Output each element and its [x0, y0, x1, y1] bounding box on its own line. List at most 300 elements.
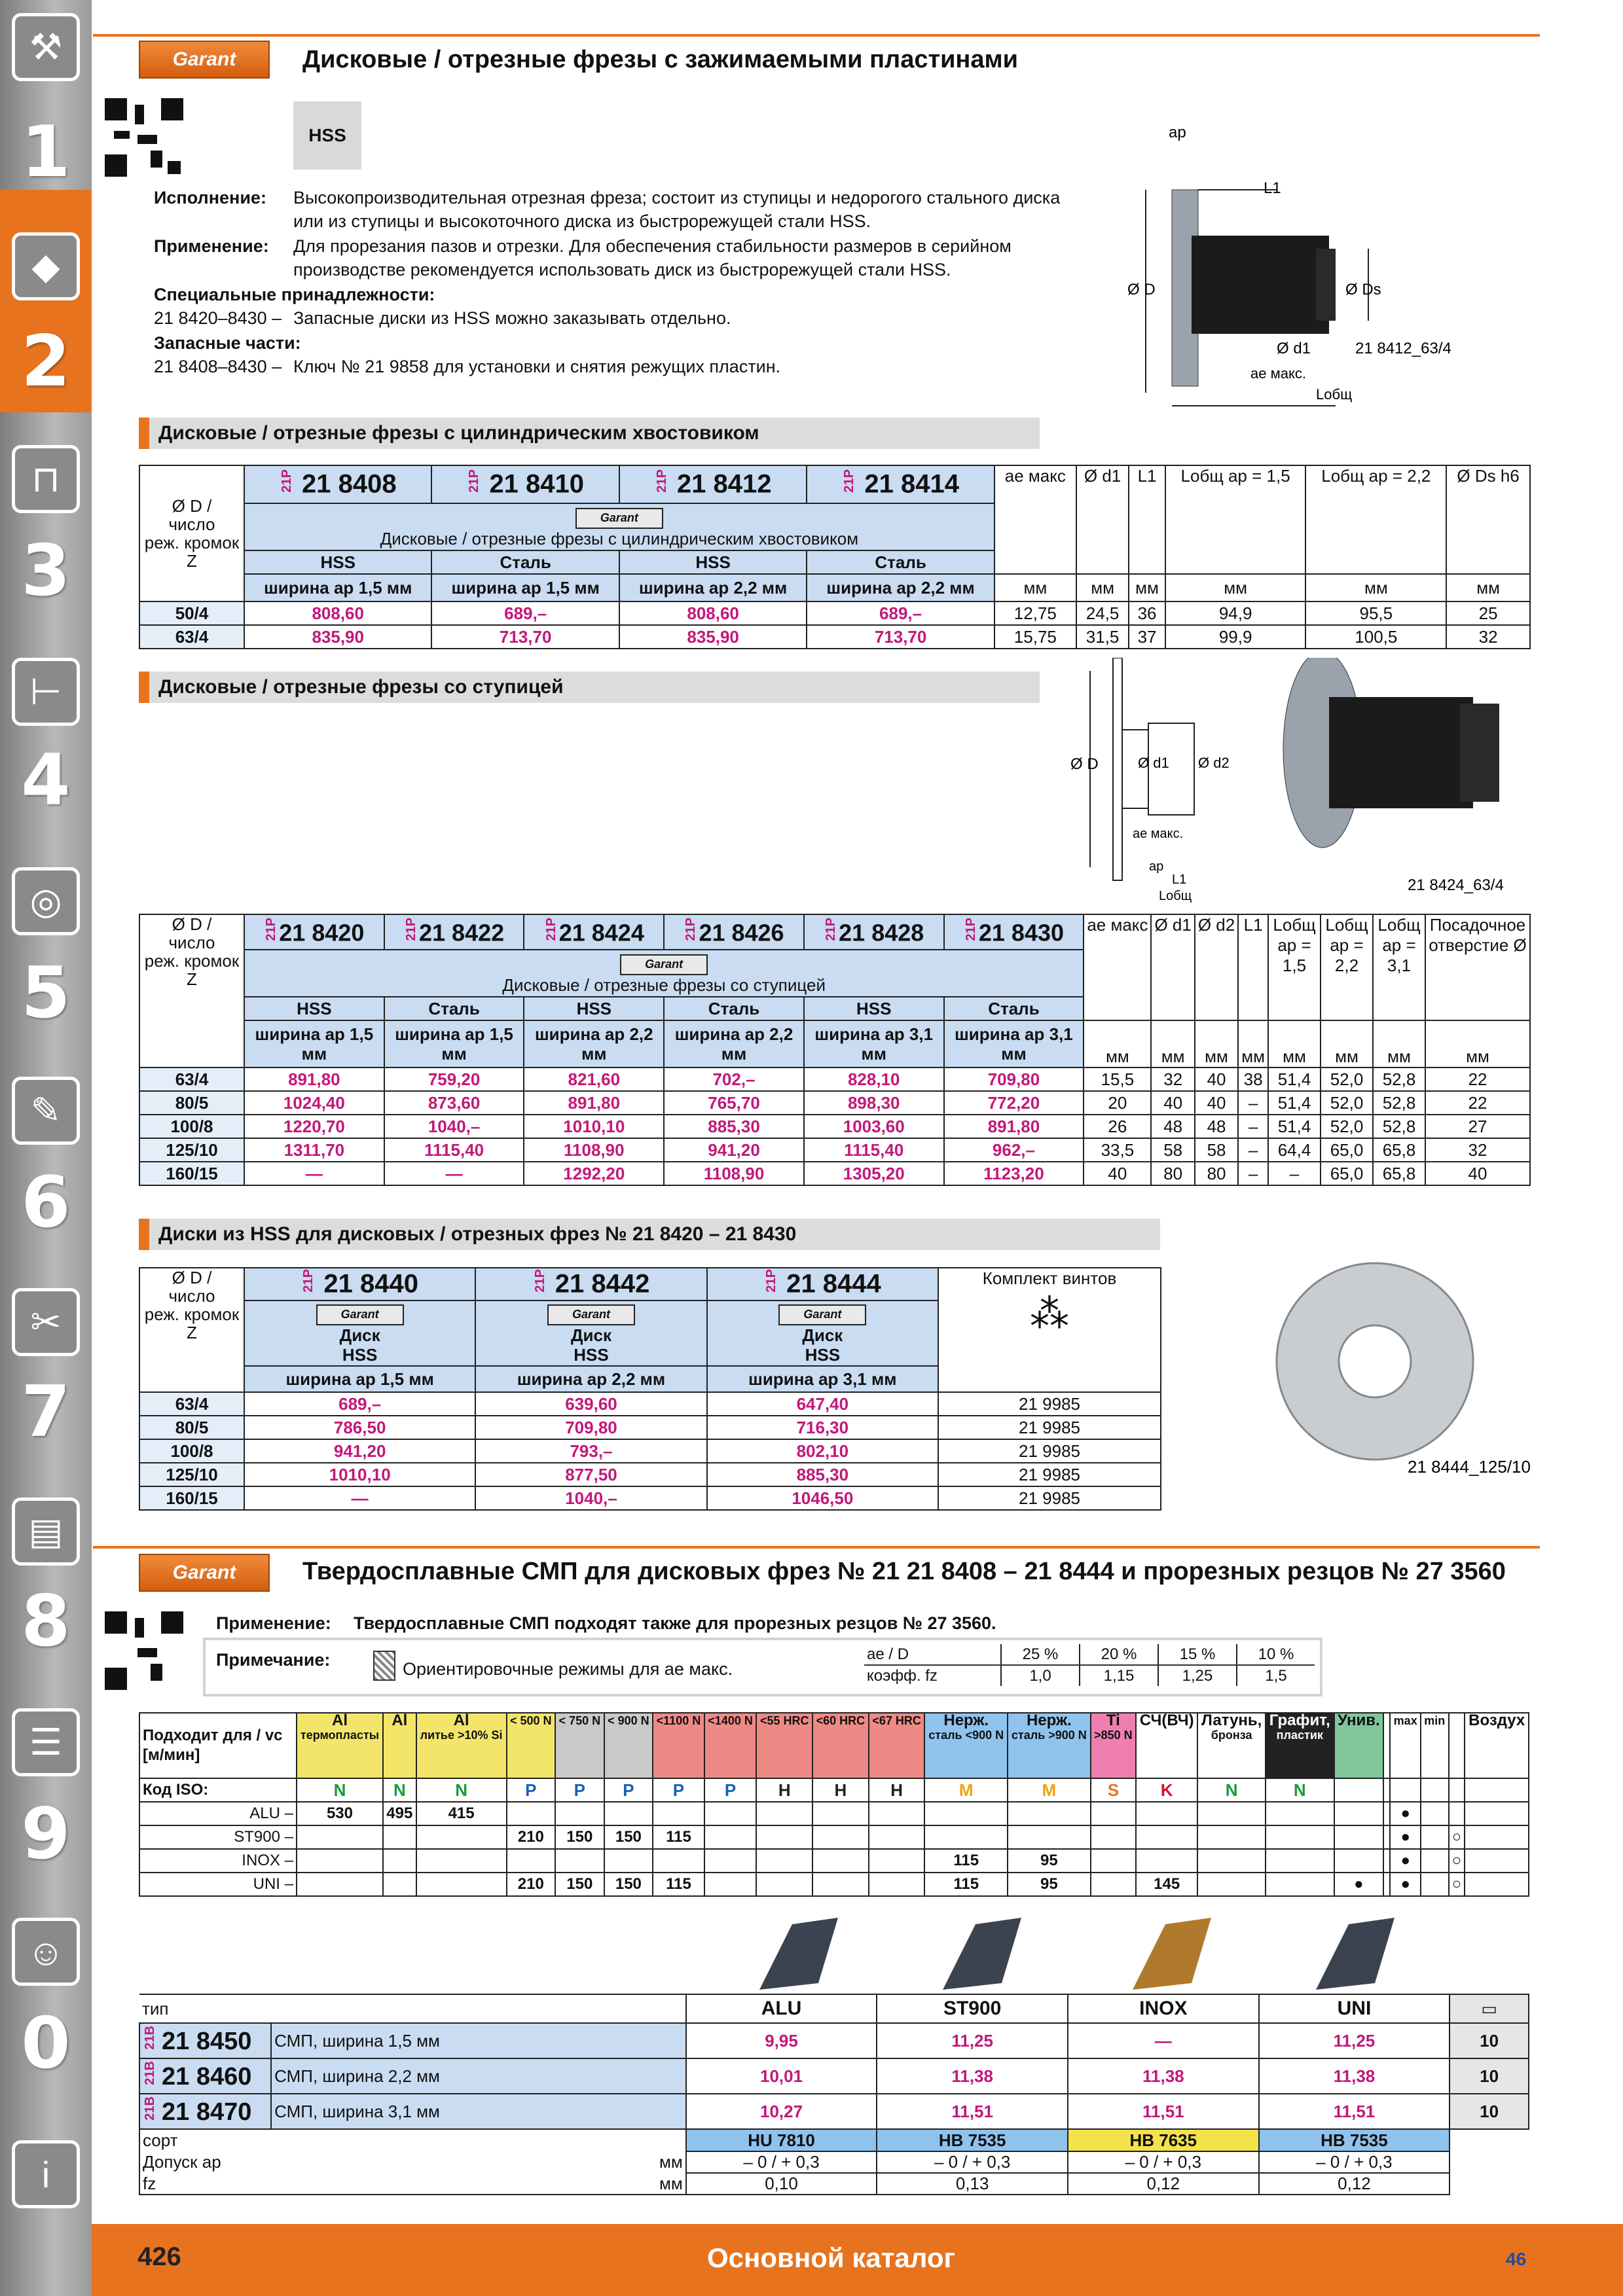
header-rule-2: [93, 1546, 1540, 1549]
value: 52,0: [1321, 1067, 1373, 1091]
unit: мм: [1151, 1020, 1194, 1067]
speed-cell: [812, 1849, 869, 1873]
tol-unit: мм: [271, 2151, 686, 2173]
insert-article[interactable]: [139, 2023, 271, 2058]
material-col-17: [1334, 1713, 1384, 1778]
application-text: Для прорезания пазов и отрезки. Для обеспечения стабильности размеров в серийном: [293, 236, 1012, 256]
insert-photos: [707, 1911, 1519, 2003]
speed-cell: 95: [1008, 1873, 1091, 1896]
grade-head: ST900: [877, 1994, 1068, 2023]
price: 821,60: [524, 1067, 664, 1091]
prefix: 21P: [264, 917, 279, 941]
material-col-16: [1266, 1713, 1334, 1778]
material-col-10: [869, 1713, 925, 1778]
chapter-5[interactable]: 5: [21, 952, 71, 1034]
material-sub: сталь <900 N: [928, 1729, 1004, 1742]
blank: [1450, 2129, 1529, 2195]
value: 48: [1151, 1115, 1194, 1138]
material-sub: бронза: [1211, 1729, 1252, 1742]
chapter-4[interactable]: 4: [21, 740, 71, 821]
qr-code[interactable]: [105, 98, 183, 177]
price: 1010,10: [244, 1463, 475, 1486]
table-row[interactable]: [139, 1115, 1530, 1138]
chapter-0[interactable]: 0: [21, 2003, 71, 2085]
price: —: [244, 1162, 384, 1185]
price: 941,20: [664, 1138, 804, 1162]
toolbox-icon[interactable]: ▤: [12, 1498, 80, 1566]
speed-cell: [1465, 1802, 1529, 1825]
speed-cell: [1449, 1802, 1465, 1825]
material-sub: < 750 N: [558, 1714, 601, 1727]
chapter-9[interactable]: 9: [21, 1793, 71, 1875]
speed-cell: [1008, 1802, 1091, 1825]
value: 36: [1129, 601, 1165, 625]
value: –: [1238, 1091, 1268, 1115]
diagram-caption: 21 8412_63/4: [1355, 340, 1451, 357]
speed-cell: [1383, 1825, 1390, 1849]
value: 27: [1425, 1115, 1530, 1138]
speed-cell: [1091, 1849, 1136, 1873]
table-row[interactable]: [139, 1091, 1530, 1115]
value: 52,8: [1373, 1091, 1425, 1115]
speed-cell: [555, 1849, 604, 1873]
price: 11,51: [1259, 2094, 1450, 2129]
table-row[interactable]: [139, 1825, 1529, 1849]
speed-cell: [812, 1873, 869, 1896]
price: 11,25: [877, 2023, 1068, 2058]
speed-cell: [1421, 1873, 1449, 1896]
speed-cell: ●: [1390, 1802, 1421, 1825]
grade-head: UNI: [1259, 1994, 1450, 2023]
speed-cell: [1465, 1849, 1529, 1873]
speed-cell: [1266, 1825, 1334, 1849]
screw-set-head: [938, 1268, 1161, 1392]
table-row[interactable]: [139, 1873, 1529, 1896]
speed-cell: [1091, 1802, 1136, 1825]
saw-blade-icon[interactable]: ◎: [12, 867, 80, 935]
table1-section-bar: Дисковые / отрезные фрезы с цилиндрическим хвостовиком: [139, 418, 1040, 449]
value: 51,4: [1268, 1067, 1321, 1091]
value: 37: [1129, 625, 1165, 649]
info-icon[interactable]: [12, 2140, 80, 2208]
prefix: 21P: [467, 469, 482, 493]
table2-art-0[interactable]: [244, 914, 384, 950]
table-row[interactable]: [139, 2058, 1529, 2094]
speed-cell: ●: [1334, 1873, 1384, 1896]
speed-cell: [555, 1802, 604, 1825]
speed-cell: [1091, 1825, 1136, 1849]
unit: мм: [1373, 1020, 1425, 1067]
speed-cell: [704, 1873, 757, 1896]
value: –: [1268, 1162, 1321, 1185]
price: 1123,20: [944, 1162, 1084, 1185]
insert-desc: СМП, ширина 3,1 мм: [271, 2094, 686, 2129]
article: 21 8450: [162, 2028, 252, 2056]
material-sub: <67 HRC: [872, 1714, 921, 1727]
speed-cell: [869, 1802, 925, 1825]
price: 891,80: [244, 1067, 384, 1091]
value: 15,75: [994, 625, 1076, 649]
article: 21 8440: [323, 1269, 419, 1299]
disk: Диск: [571, 1325, 611, 1345]
speed-cell: 150: [555, 1873, 604, 1896]
unit: мм: [1084, 1020, 1151, 1067]
table2-hub-cutters: [139, 914, 1531, 1186]
material-col-2: [416, 1713, 507, 1778]
spare-label: Запасные части:: [154, 333, 301, 353]
head-Ltot-15: Lобщ ap = 1,5: [1165, 465, 1306, 574]
material-col-12: [1008, 1713, 1091, 1778]
material: Сталь: [664, 997, 804, 1020]
table3-hss-discs: [139, 1267, 1161, 1511]
material-sub: >850 N: [1094, 1729, 1133, 1742]
z-value: 125/10: [139, 1138, 244, 1162]
prefix: 21P: [842, 469, 857, 493]
dim-ap: ap: [1149, 859, 1164, 874]
price: 1010,10: [524, 1115, 664, 1138]
table-row[interactable]: [139, 1849, 1529, 1873]
price: 11,51: [877, 2094, 1068, 2129]
speed-cell: [297, 1849, 383, 1873]
speed-cell: [1421, 1825, 1449, 1849]
material-name: СЧ(ВЧ): [1139, 1712, 1194, 1729]
table-row[interactable]: [139, 1138, 1530, 1162]
material-sub: <1100 N: [656, 1714, 701, 1727]
price: 1115,40: [384, 1138, 524, 1162]
unit: мм: [1238, 1020, 1268, 1067]
table-row[interactable]: [139, 1067, 1530, 1091]
speed-cell: [756, 1825, 812, 1849]
speed-cell: [756, 1849, 812, 1873]
dim-L1: L1: [1264, 179, 1281, 197]
article: 21 8422: [419, 919, 505, 946]
fz-value: 0,10: [686, 2173, 877, 2195]
sort-value: HB 7535: [877, 2129, 1068, 2151]
value: 51,4: [1268, 1115, 1321, 1138]
iso-code: N: [1266, 1778, 1334, 1802]
table-row[interactable]: [139, 2023, 1529, 2058]
insert-desc: СМП, ширина 2,2 мм: [271, 2058, 686, 2094]
material-sub: термопласты: [300, 1729, 380, 1742]
table1-art-0[interactable]: [244, 465, 431, 503]
head-d2: Ø d2: [1195, 914, 1238, 1020]
value: 25: [1446, 601, 1530, 625]
table-row[interactable]: [139, 1486, 1161, 1510]
z-value: 80/5: [139, 1416, 244, 1439]
speed-cell: [653, 1802, 704, 1825]
price: 765,70: [664, 1091, 804, 1115]
ratio-value: 1,5: [1237, 1665, 1315, 1686]
ratio-value: 1,15: [1080, 1665, 1158, 1686]
chapter-2[interactable]: 2: [21, 321, 71, 403]
z-value: 100/8: [139, 1115, 244, 1138]
iso-code: P: [704, 1778, 757, 1802]
fz-value: 0,13: [877, 2173, 1068, 2195]
z-value: 100/8: [139, 1439, 244, 1463]
speed-cell: [297, 1825, 383, 1849]
spare-text: Ключ № 21 9858 для установки и снятия режущих пластин.: [293, 357, 781, 376]
prefix: 21P: [404, 917, 418, 941]
inserts-table: [139, 1994, 1529, 2195]
price: 1024,40: [244, 1091, 384, 1115]
width: ширина ap 1,5 мм: [431, 574, 619, 601]
material-tag: HSS: [293, 101, 361, 170]
table3-disc-1: [475, 1300, 706, 1366]
article: 21 8408: [301, 469, 397, 499]
price: 716,30: [707, 1416, 938, 1439]
pack-qty: 10: [1450, 2058, 1529, 2094]
table-row[interactable]: [139, 1463, 1161, 1486]
sort-value: HB 7635: [1068, 2129, 1259, 2151]
table2-art-2[interactable]: [524, 914, 664, 950]
speed-cell: [1266, 1873, 1334, 1896]
sort-value: HU 7810: [686, 2129, 877, 2151]
rowhead-l1: Ø D /: [172, 496, 212, 516]
material-sub: max: [1393, 1714, 1417, 1727]
page-ref: 46: [1506, 2249, 1527, 2269]
price: 808,60: [244, 601, 431, 625]
table-row[interactable]: [139, 1416, 1161, 1439]
material-sub: min: [1424, 1714, 1446, 1727]
special-ref: 21 8420–8430 –: [154, 308, 282, 328]
speed-cell: [812, 1825, 869, 1849]
table2-rowhead: [139, 914, 244, 1067]
table-row[interactable]: [139, 1802, 1529, 1825]
material: Сталь: [431, 550, 619, 574]
wrench-icon[interactable]: ✎: [12, 1077, 80, 1145]
speed-cell: [1465, 1873, 1529, 1896]
value: 48: [1195, 1115, 1238, 1138]
price: 1292,20: [524, 1162, 664, 1185]
dim-ae: ae макс.: [1250, 365, 1306, 382]
value: 58: [1151, 1138, 1194, 1162]
prefix: 21B: [143, 2025, 157, 2050]
chapter-8[interactable]: 8: [21, 1581, 71, 1662]
table2-art-3[interactable]: [664, 914, 804, 950]
width: ширина ap 1,5 мм: [244, 574, 431, 601]
speed-cell: [1197, 1873, 1266, 1896]
pliers-icon[interactable]: ✂: [12, 1288, 80, 1356]
iso-code: H: [869, 1778, 925, 1802]
speed-cell: 115: [653, 1873, 704, 1896]
chapter-3[interactable]: 3: [21, 530, 71, 612]
article: 21 8424: [558, 919, 644, 946]
price: 898,30: [804, 1091, 944, 1115]
value: 26: [1084, 1115, 1151, 1138]
head-Ltot-22: Lобщ ap = 2,2: [1305, 465, 1446, 574]
table1-art-1[interactable]: [431, 465, 619, 503]
speed-cell: 115: [924, 1849, 1008, 1873]
table-row[interactable]: [139, 2094, 1529, 2129]
ratio-head: 20 %: [1080, 1644, 1158, 1665]
special-label: Специальные принадлежности:: [154, 285, 435, 304]
rowhead-l1: Ø D /: [172, 914, 212, 934]
price: 689,–: [807, 601, 994, 625]
speed-cell: [869, 1849, 925, 1873]
speed-cell: [704, 1802, 757, 1825]
rowhead-l2: число: [168, 933, 215, 952]
table2-art-5[interactable]: [944, 914, 1084, 950]
value: 52,8: [1373, 1115, 1425, 1138]
speed-cell: [869, 1825, 925, 1849]
price: 891,80: [524, 1091, 664, 1115]
screw-set-number: 21 9985: [938, 1486, 1161, 1510]
speed-cell: [653, 1849, 704, 1873]
material-sub: < 500 N: [510, 1714, 552, 1727]
caliper-icon[interactable]: ⊢: [12, 658, 80, 726]
prefix: 21P: [963, 917, 978, 941]
speed-cell: [604, 1849, 653, 1873]
iso-code: H: [756, 1778, 812, 1802]
price: 713,70: [431, 625, 619, 649]
table3-art-1[interactable]: [475, 1268, 706, 1300]
material-applicability-table: [139, 1712, 1529, 1897]
price: 1220,70: [244, 1115, 384, 1138]
price: —: [244, 1486, 475, 1510]
speed-cell: ●: [1390, 1873, 1421, 1896]
value: 40: [1151, 1091, 1194, 1115]
iso-code: S: [1091, 1778, 1136, 1802]
cabinet-icon[interactable]: ☰: [12, 1708, 80, 1776]
article: 21 8460: [162, 2063, 252, 2091]
insert-tool-icon[interactable]: ◆: [12, 232, 80, 300]
value: 32: [1425, 1138, 1530, 1162]
section2-title: Твердосплавные СМП для дисковых фрез № 21 21 8408 – 21 8444 и прорезных резцов № 27 3560: [302, 1558, 1506, 1585]
head-d1: Ø d1: [1076, 465, 1129, 574]
fz-value: 0,12: [1259, 2173, 1450, 2195]
speed-cell: [1421, 1849, 1449, 1873]
garant-mini-logo: Garant: [778, 1304, 866, 1325]
price: 11,38: [877, 2058, 1068, 2094]
table1-art-3[interactable]: [807, 465, 994, 503]
z-value: 63/4: [139, 625, 244, 649]
material-sub: <60 HRC: [816, 1714, 866, 1727]
prefix: 21P: [532, 1269, 547, 1293]
iso-code: M: [924, 1778, 1008, 1802]
speed-cell: [1197, 1825, 1266, 1849]
table-row[interactable]: [139, 601, 1530, 625]
prefix: 21B: [143, 2060, 157, 2085]
iso-code: P: [604, 1778, 653, 1802]
chapter-6[interactable]: 6: [21, 1162, 71, 1244]
speed-cell: [416, 1849, 507, 1873]
table3-art-0[interactable]: [244, 1268, 475, 1300]
tol-value: – 0 / + 0,3: [1068, 2151, 1259, 2173]
shank-cutter-diagram: [1120, 118, 1552, 412]
rowhead-l4: Z: [187, 1323, 197, 1342]
value: 52,8: [1373, 1067, 1425, 1091]
table3-rowhead: [139, 1268, 244, 1392]
z-value: 63/4: [139, 1067, 244, 1091]
table3-section-bar: Диски из HSS для дисковых / отрезных фрез № 21 8420 – 21 8430: [139, 1219, 1160, 1250]
screw-set-icon: ⁂: [1030, 1292, 1069, 1336]
dim-L1: L1: [1172, 872, 1187, 887]
dim-d2: Ø d2: [1198, 755, 1230, 771]
speed-cell: [1197, 1802, 1266, 1825]
qr-code-2[interactable]: [105, 1611, 183, 1690]
prefix: 21P: [684, 917, 699, 941]
spare-ref: 21 8408–8430 –: [154, 357, 282, 376]
head-Ds: Ø Ds h6: [1446, 465, 1530, 574]
chuck-icon[interactable]: ⊓: [12, 445, 80, 513]
table3-body: [139, 1392, 1161, 1510]
value: 65,8: [1373, 1138, 1425, 1162]
table3-art-2[interactable]: [707, 1268, 938, 1300]
table2-art-1[interactable]: [384, 914, 524, 950]
speed-cell: [1383, 1873, 1390, 1896]
screw-set-number: 21 9985: [938, 1392, 1161, 1416]
table2-section-bar: Дисковые / отрезные фрезы со ступицей: [139, 672, 1040, 703]
price: 828,10: [804, 1067, 944, 1091]
head-L1: L1: [1129, 465, 1165, 574]
speed-cell: 115: [924, 1873, 1008, 1896]
article: 21 8444: [786, 1269, 881, 1299]
pack-qty: 10: [1450, 2094, 1529, 2129]
speed-cell: [1465, 1825, 1529, 1849]
value: 95,5: [1305, 601, 1446, 625]
price: 10,27: [686, 2094, 877, 2129]
width: ширина ap 2,2 мм: [475, 1366, 706, 1392]
garant-logo: Garant: [139, 41, 270, 79]
width: ширина ap 2,2 мм: [664, 1020, 804, 1067]
table-row[interactable]: [139, 1439, 1161, 1463]
head-ae: ae макс: [994, 465, 1076, 574]
section-title: Дисковые / отрезные фрезы с зажимаемыми пластинами: [302, 46, 1018, 73]
table1-shank-cutters: [139, 465, 1531, 649]
speed-cell: [1266, 1802, 1334, 1825]
speed-cell: [1421, 1802, 1449, 1825]
table1-art-2[interactable]: [619, 465, 807, 503]
execution-label: Исполнение:: [154, 188, 266, 207]
material: Сталь: [384, 997, 524, 1020]
speed-cell: [1334, 1802, 1384, 1825]
price: 1040,–: [475, 1486, 706, 1510]
material: HSS: [804, 997, 944, 1020]
table-row[interactable]: [139, 1162, 1530, 1185]
type-label: тип: [139, 1994, 686, 2023]
table2-art-4[interactable]: [804, 914, 944, 950]
tol-label: Допуск ap: [139, 2151, 271, 2173]
garant-mini-logo: Garant: [620, 954, 708, 975]
insert-article[interactable]: [139, 2094, 271, 2129]
speed-cell: [1136, 1849, 1197, 1873]
insert-article[interactable]: [139, 2058, 271, 2094]
price: 802,10: [707, 1439, 938, 1463]
safety-glasses-icon[interactable]: ☺: [12, 1918, 80, 1986]
price: 689,–: [244, 1392, 475, 1416]
grade-name: ALU –: [139, 1802, 297, 1825]
chapter-7[interactable]: 7: [21, 1371, 71, 1453]
material: HSS: [244, 550, 431, 574]
dim-ap: ap: [1169, 124, 1186, 141]
table-row[interactable]: [139, 625, 1530, 649]
material-col-0: [297, 1713, 383, 1778]
table1-rowhead: [139, 465, 244, 601]
note-label: Примечание:: [216, 1650, 331, 1670]
price: 835,90: [244, 625, 431, 649]
material-name: Ti: [1106, 1712, 1120, 1729]
application-text-2: производстве рекомендуется использовать диск из быстрорежущей стали HSS.: [293, 260, 951, 279]
material-col-13: [1091, 1713, 1136, 1778]
article: 21 8430: [978, 919, 1065, 946]
table-row[interactable]: [139, 1392, 1161, 1416]
price: 1108,90: [664, 1162, 804, 1185]
speed-cell: [1383, 1849, 1390, 1873]
iso-code: N: [416, 1778, 507, 1802]
drill-icon[interactable]: ⚒: [12, 13, 80, 81]
value: 64,4: [1268, 1138, 1321, 1162]
chapter-1[interactable]: 1: [21, 111, 71, 193]
